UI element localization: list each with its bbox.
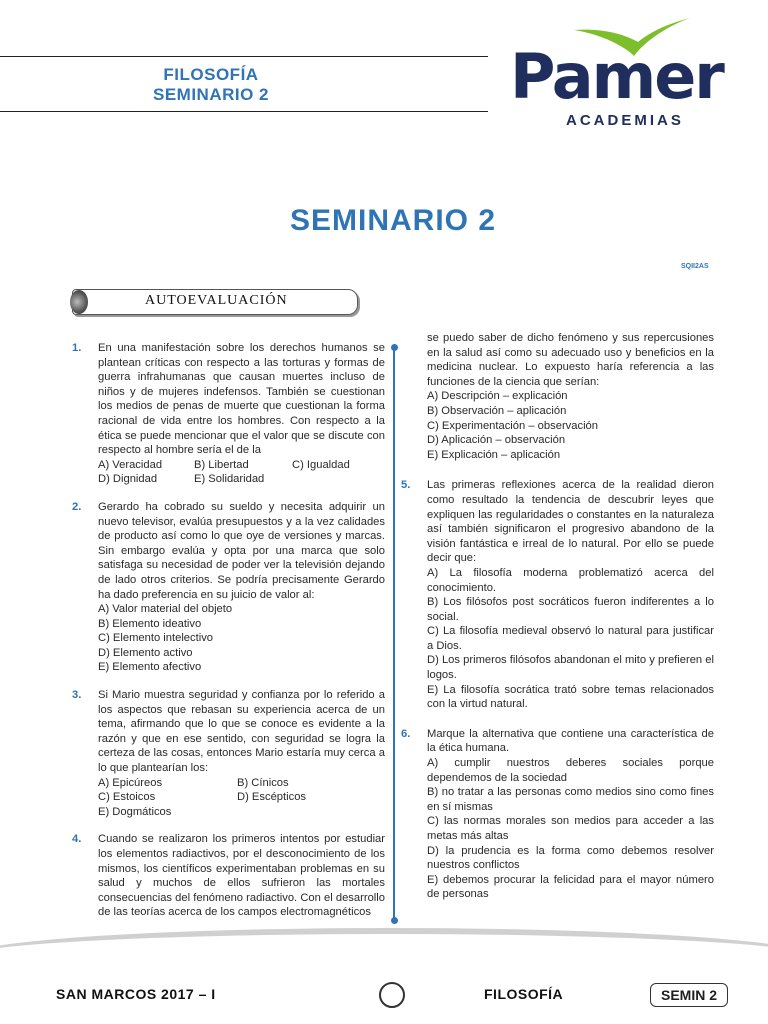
question-number: 5. [401, 479, 411, 492]
options-row [98, 458, 385, 473]
question-stem: Marque la alternativa que contiene una característica de la ética humana. [427, 727, 714, 755]
question-stem: Las primeras reflexiones acerca de la realidad dieron como resultado la tendencia de descubrir leyes que expliquen las regularidades o constantes en la naturaleza así también significaron el progresivo abandono de la visión fantástica e irreal de lo natural. Por ello se puede decir que: [427, 479, 714, 565]
page-title: SEMINARIO 2 [289, 204, 497, 237]
option: B) Cínicos [237, 776, 289, 789]
option: C) Estoicos [98, 791, 156, 804]
option: E) Elemento afectivo [98, 661, 202, 674]
option: A) Epicúreos [98, 776, 163, 789]
option: B) Libertad [194, 458, 249, 471]
option: A) Veracidad [98, 458, 163, 471]
document-code: SQII2AS [681, 263, 709, 270]
option: D) Dignidad [98, 473, 158, 486]
option: C) Elemento intelectivo [98, 632, 214, 645]
option: B) Elemento ideativo [98, 617, 202, 630]
option-text: E) La filosofía socrática trató sobre temas relacionados con la virtud natural. [427, 683, 714, 711]
option: C) Experimentación – observación [427, 419, 599, 432]
option: E) Dogmáticos [98, 805, 172, 818]
divider-bottom-dot-icon [391, 917, 398, 924]
options-row [98, 776, 385, 791]
option [427, 653, 714, 682]
footer-center: FILOSOFÍA [484, 986, 564, 1002]
question-number: 3. [72, 689, 82, 702]
option: C) Igualdad [292, 458, 350, 471]
question-3 [72, 688, 385, 819]
option [427, 756, 714, 785]
option: D) Elemento activo [98, 646, 193, 659]
option-text: A) cumplir nuestros deberes sociales porque dependemos de la sociedad [427, 757, 714, 784]
options-row [98, 472, 385, 487]
question-number: 2. [72, 500, 82, 513]
option [427, 624, 714, 653]
option-text: B) Los filósofos post socráticos fueron indiferentes a lo social. [427, 596, 714, 623]
option-text: E) debemos procurar la felicidad para el mayor número de personas [427, 873, 714, 901]
option [427, 844, 714, 873]
header-seminar: SEMINARIO 2 [152, 85, 270, 104]
left-column [72, 341, 385, 933]
option-text: A) La filosofía moderna problematizó acerca del conocimiento. [427, 566, 714, 594]
section-tab-knob-icon [70, 290, 88, 314]
question-1 [72, 341, 385, 487]
option: D) Aplicación – observación [427, 434, 566, 447]
footer-right-badge: SEMIN 2 [650, 983, 728, 1007]
header-bottom-rule [0, 111, 488, 112]
option: A) Descripción – explicación [427, 390, 568, 403]
question-stem: Gerardo ha cobrado su sueldo y necesita adquirir un nuevo televisor, evalúa presupuestos y a la vez calidades de producto así como lo que oye de versiones y marcas. Sin embargo evalúa y opta por una marca que solo satisfaga su necesidad de poder ver la televisión dejando de lado otros criterios. Se podría precisamente Gerardo ha dado preferencia en su juicio de valor al: [98, 500, 385, 601]
option [427, 566, 714, 595]
question-number: 4. [72, 833, 82, 846]
question-stem-continuation: se puedo saber de dicho fenómeno y sus repercusiones en la salud así como su adecuado uso y beneficios en la medicina nuclear. Lo expuesto haría referencia a las funciones de la ciencia que serían: [427, 332, 714, 388]
option: E) Explicación – aplicación [427, 448, 561, 461]
section-title: AUTOEVALUACIÓN [145, 293, 288, 308]
option: D) Escépticos [237, 791, 307, 804]
header-subject: FILOSOFÍA [163, 65, 259, 84]
option [427, 683, 714, 712]
option-text: D) la prudencia es la forma como debemos resolver nuestros conflictos [427, 844, 714, 872]
logo-wordmark: Pamer [510, 40, 723, 113]
option [427, 814, 714, 843]
question-number: 1. [72, 342, 82, 354]
option-text: B) no tratar a las personas como medios sino como fines en sí mismas [427, 786, 714, 813]
question-stem: Cuando se realizaron los primeros intentos por estudiar los elementos radiactivos, por el desconocimiento de los mismos, los científicos experimentaban problemas en su salud y muchos de ellos sufrieron las mortales consecuencias del fenómeno radiactivo. Con el desarrollo de las teorías acerca de los campos electromagnéticos [98, 833, 385, 919]
right-column [401, 331, 714, 915]
option: A) Valor material del objeto [98, 603, 233, 616]
column-divider [393, 347, 395, 921]
option-text: C) las normas morales son medios para acceder a las metas más altas [427, 815, 714, 842]
question-4-continued [427, 331, 714, 462]
option-text: D) Los primeros filósofos abandonan el mito y prefieren el logos. [427, 654, 714, 682]
option [427, 595, 714, 624]
question-5 [401, 478, 714, 712]
question-6 [401, 727, 714, 902]
option [427, 873, 714, 902]
question-2 [72, 500, 385, 675]
option [427, 785, 714, 814]
question-number: 6. [401, 727, 411, 740]
option: B) Observación – aplicación [427, 404, 567, 417]
footer-page-circle-icon [379, 982, 405, 1008]
question-stem: En una manifestación sobre los derechos humanos se plantean críticas con respecto a las torturas y formas de guerra infrahumanas que causan muertes incluso de niños y de mujeres indefensos. También se cuestionan los medios de penas de muerte que cuestionan la forma racional de vida entre los hombres. Con respecto a la ética se puede mencionar que el valor que se discute con respecto al hombre sería el de la [98, 342, 385, 457]
option-text: C) La filosofía medieval observó lo natural para justificar a Dios. [427, 625, 714, 652]
options-row [98, 790, 385, 805]
logo-subtitle: ACADEMIAS [566, 112, 684, 129]
question-stem: Si Mario muestra seguridad y confianza por lo referido a los aspectos que rebasan su experiencia acerca de un tema, afirmando que lo que se conoce es evidente a la razón y que en ese sentido, con seguridad se logra la certeza de las cosas, entonces Mario estaría muy cerca a lo que plantearían los: [98, 689, 385, 775]
question-4 [72, 832, 385, 920]
divider-top-dot-icon [391, 344, 398, 351]
option: E) Solidaridad [194, 473, 265, 486]
footer-left: SAN MARCOS 2017 – I [56, 986, 216, 1002]
header-top-rule [0, 56, 488, 57]
